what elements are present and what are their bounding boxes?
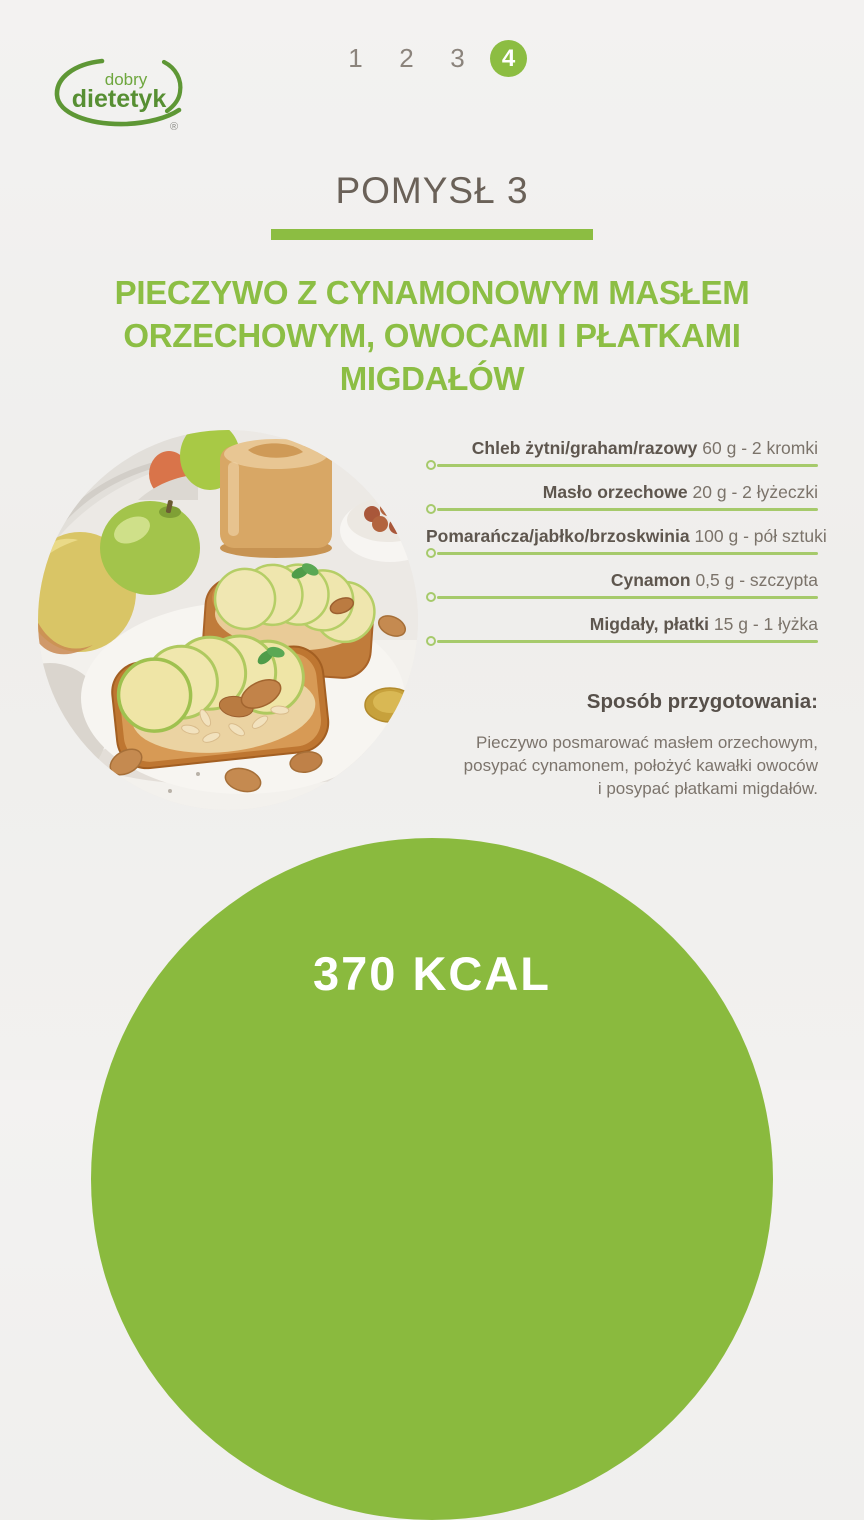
ingredient-amount: 60 g - 2 kromki [702, 438, 818, 458]
pagination-item-3[interactable]: 3 [450, 43, 465, 73]
logo-word-dobry: dobry [104, 70, 148, 89]
ingredient-divider-line [437, 508, 818, 511]
ingredient-name: Pomarańcza/jabłko/brzoskwinia [426, 526, 690, 546]
preparation-line: Pieczywo posmarować masłem orzechowym, [476, 733, 818, 752]
node-dot-icon [426, 548, 436, 558]
calories-circle [91, 838, 773, 1520]
ingredient-amount: 100 g - pół sztuki [694, 526, 827, 546]
page-title: POMYSŁ 3 [335, 170, 529, 211]
node-dot-icon [426, 592, 436, 602]
preparation-text [318, 731, 818, 800]
ingredient-text [426, 614, 818, 634]
ingredient-text [426, 438, 818, 458]
ingredient-row [426, 438, 818, 467]
ingredient-row [426, 482, 818, 511]
ingredient-row [426, 614, 818, 643]
ingredient-text [426, 526, 827, 546]
ingredient-amount: 0,5 g - szczypta [695, 570, 818, 590]
ingredient-name: Chleb żytni/graham/razowy [471, 438, 698, 458]
ingredient-text [426, 482, 818, 502]
pagination-item-1[interactable]: 1 [348, 43, 363, 73]
node-dot-icon [426, 636, 436, 646]
recipe-heading-line: ORZECHOWYM, OWOCAMI I PŁATKAMI [123, 317, 741, 354]
preparation-heading: Sposób przygotowania: [586, 690, 818, 713]
recipe-heading [20, 271, 844, 400]
ingredient-row [426, 570, 818, 599]
ingredient-name: Cynamon [610, 570, 691, 590]
ingredient-divider-line [437, 464, 818, 467]
node-dot-icon [426, 460, 436, 470]
preparation-line: posypać cynamonem, położyć kawałki owoców [463, 756, 818, 775]
pagination [0, 40, 864, 77]
pagination-item-2[interactable]: 2 [399, 43, 414, 73]
node-dot-icon [426, 504, 436, 514]
ingredient-amount: 15 g - 1 łyżka [713, 614, 818, 634]
ingredient-divider-line [437, 552, 818, 555]
ingredient-amount: 20 g - 2 łyżeczki [692, 482, 818, 502]
logo-word-dietetyk: dietetyk [71, 85, 167, 113]
ingredient-text [426, 570, 818, 590]
calories-value: 370 KCAL [312, 947, 551, 1000]
preparation-line: i posypać płatkami migdałów. [597, 779, 818, 798]
ingredient-name: Masło orzechowe [542, 482, 688, 502]
registered-mark-icon: ® [169, 121, 179, 133]
ingredient-divider-line [437, 596, 818, 599]
title-underline-bar [271, 229, 593, 240]
recipe-heading-line: PIECZYWO Z CYNAMONOWYM MASŁEM [114, 274, 750, 311]
ingredient-row [426, 526, 827, 555]
ingredient-divider-line [437, 640, 818, 643]
recipe-heading-line: MIGDAŁÓW [339, 360, 525, 397]
ingredients-list [426, 438, 827, 658]
pagination-item-4-active[interactable]: 4 [490, 40, 527, 77]
ingredient-name: Migdały, płatki [589, 614, 710, 634]
